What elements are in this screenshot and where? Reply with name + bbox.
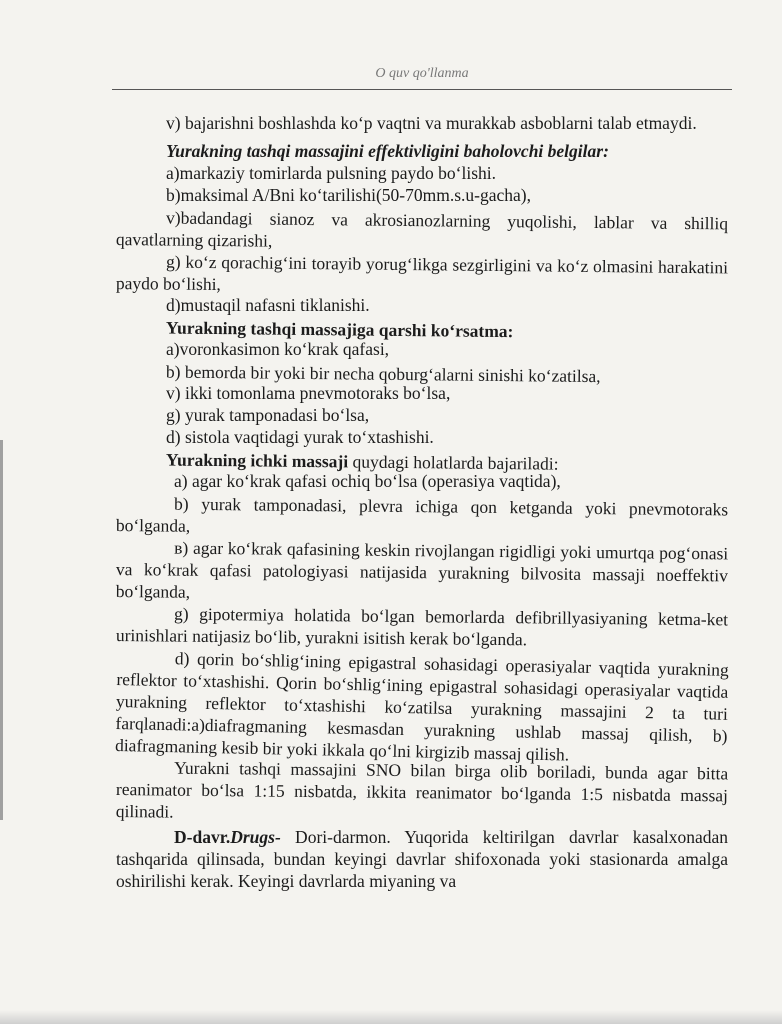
heading-rest: quydagi holatlarda bajariladi:	[348, 451, 559, 474]
list-item: v) ikki tomonlama pnevmotoraks bo‘lsa,	[166, 383, 451, 403]
list-item: a)voronkasimon ko‘krak qafasi,	[166, 339, 390, 359]
list-item: d) sistola vaqtidagi yurak to‘xtashishi.	[166, 427, 434, 447]
heading-bold: Yurakning ichki massaji	[165, 449, 349, 472]
paragraph: Yurakni tashqi massajini SNO bilan birga olib boriladi, bunda agar bitta reanimator bo‘lsa 1:15 nisbatda, ikkita reanimator bo‘lganda 1:5 nisbatda massaj qilinadi.	[115, 757, 729, 822]
ddavr-italic: Drugs-	[230, 827, 281, 847]
page-body	[116, 112, 728, 892]
list-item: a)markaziy tomirlarda pulsning paydo bo‘lishi.	[166, 163, 496, 183]
list-item: v)badandagi sianoz va akrosianozlarning yuqolishi, lablar va shilliq qavatlarning qizarishi,	[115, 207, 729, 251]
list-item: g) yurak tamponadasi bo‘lsa,	[166, 405, 370, 425]
list-item: g) gipotermiya holatida bo‘lgan bemorlarda defibrillyasiyaning ketma-ket urinishlari natijasiz bo‘lib, yurakni isitish kerak bo‘lganda.	[115, 603, 729, 650]
list-item: d)mustaqil nafasni tiklanishi.	[166, 295, 370, 315]
ddavr-text: Dori-darmon. Yuqorida keltirilgan davrlar kasalxonadan tashqarida qilinsada, bundan keyingi davrlar shifoxonada yoki stasionarda amalga oshirilishi kerak. Keyingi davrlarda miyaning va	[116, 827, 728, 891]
list-item: b)maksimal A/Bni ko‘tarilishi(50-70mm.s.u-gacha),	[166, 185, 532, 205]
section-heading: Yurakning tashqi massajini effektivligini baholovchi belgilar:	[166, 141, 609, 161]
page-bottom-shadow	[0, 1010, 782, 1024]
paragraph	[116, 826, 728, 892]
ddavr-label: D-davr.	[174, 827, 231, 847]
list-item: d) qorin bo‘shlig‘ining epigastral sohasidagi operasiyalar vaqtida yurakning reflektor to‘xtashishi. Qorin bo‘shlig‘ining epigastral sohasidagi operasiyalar vaqtida yurakning reflektor to‘xtashishi ko‘zatilsa yurakning massajini 2 ta turi farqlanadi:a)diafragmaning kesmasdan yurakning ushlab massaj qilish, b) diafragmaning kesib bir yoki ikkala qo‘lni kirgizib massaj qilish.	[114, 648, 729, 765]
list-item: в) agar ko‘krak qafasining keskin rivojlangan rigidligi yoki umurtqa pog‘onasi va ko‘krak qafasi patologiyasi natijasida yurakning bilvosita massaji noeffektiv bo‘lganda,	[115, 537, 729, 602]
running-header: O quv qo'llanma	[375, 66, 469, 81]
paragraph: v) bajarishni boshlashda ko‘p vaqtni va murakkab asboblarni talab etmaydi.	[166, 113, 697, 133]
header-rule	[112, 89, 732, 90]
page-edge-shadow	[0, 440, 3, 820]
list-item: a) agar ko‘krak qafasi ochiq bo‘lsa (operasiya vaqtida),	[174, 471, 561, 491]
list-item: b) yurak tamponadasi, plevra ichiga qon ketganda yoki pnevmotoraks bo‘lganda,	[115, 493, 729, 536]
list-item: b) bemorda bir yoki bir necha qoburg‘alarni sinishi ko‘zatilsa,	[165, 361, 601, 387]
list-item: g) ko‘z qorachig‘ini torayib yorug‘likga sezgirligini va ko‘z olmasini harakatini paydo bo‘lishi,	[115, 251, 729, 295]
section-heading: Yurakning tashqi massajiga qarshi ko‘rsatma:	[165, 317, 514, 342]
